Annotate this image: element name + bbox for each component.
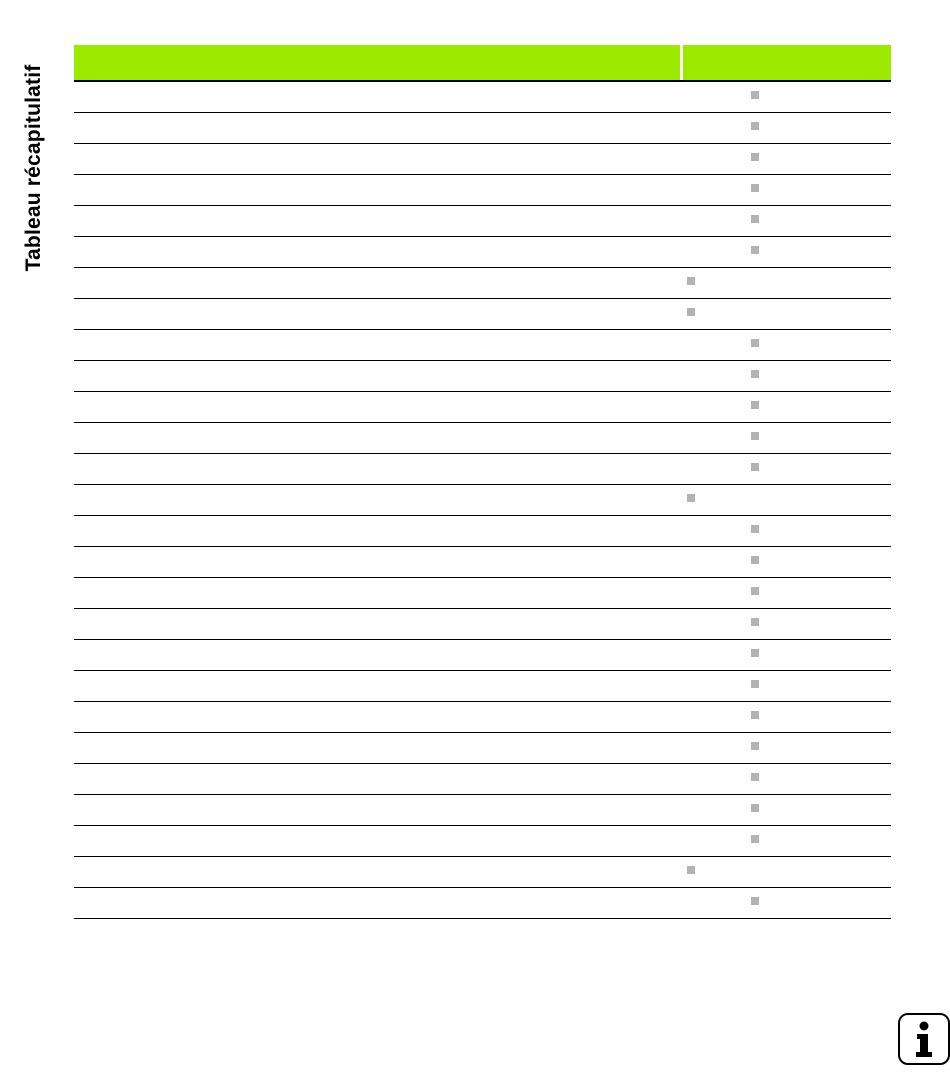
table-row [74, 392, 891, 423]
row-marker-square [751, 91, 759, 99]
table-row [74, 764, 891, 795]
table-row [74, 702, 891, 733]
row-marker-square [751, 773, 759, 781]
table-row [74, 857, 891, 888]
row-marker-square [751, 215, 759, 223]
table-row [74, 299, 891, 330]
table-row [74, 671, 891, 702]
table-row [74, 175, 891, 206]
table-row [74, 733, 891, 764]
info-icon [900, 1015, 948, 1063]
table-row [74, 640, 891, 671]
row-marker-square [751, 618, 759, 626]
row-marker-square [751, 649, 759, 657]
table-row [74, 454, 891, 485]
table-body [74, 82, 891, 919]
row-marker-square [751, 246, 759, 254]
table-header-cell-main [74, 45, 680, 80]
table-row [74, 547, 891, 578]
table-row [74, 423, 891, 454]
row-marker-square [751, 587, 759, 595]
row-marker-square [751, 463, 759, 471]
row-marker-square [751, 339, 759, 347]
table-row [74, 516, 891, 547]
table-row [74, 485, 891, 516]
row-marker-square [751, 711, 759, 719]
row-marker-square [751, 401, 759, 409]
page-title: Tableau récapitulatif [22, 64, 45, 272]
row-marker-square [687, 308, 695, 316]
row-marker-square [751, 525, 759, 533]
row-marker-square [751, 153, 759, 161]
table-header-row [74, 45, 891, 82]
table-header-cell-flag [680, 45, 891, 80]
row-marker-square [751, 804, 759, 812]
row-marker-square [751, 680, 759, 688]
row-marker-square [687, 277, 695, 285]
table-row [74, 826, 891, 857]
info-button[interactable] [898, 1013, 950, 1065]
table-row [74, 268, 891, 299]
table-row [74, 609, 891, 640]
row-marker-square [687, 494, 695, 502]
row-marker-square [687, 866, 695, 874]
table-row [74, 888, 891, 919]
table-row [74, 82, 891, 113]
row-marker-square [751, 556, 759, 564]
table-row [74, 113, 891, 144]
table-row [74, 330, 891, 361]
row-marker-square [751, 184, 759, 192]
row-marker-square [751, 432, 759, 440]
row-marker-square [751, 122, 759, 130]
table-row [74, 795, 891, 826]
table-row [74, 144, 891, 175]
row-marker-square [751, 897, 759, 905]
row-marker-square [751, 742, 759, 750]
summary-table [74, 45, 891, 919]
table-row [74, 578, 891, 609]
row-marker-square [751, 370, 759, 378]
row-marker-square [751, 835, 759, 843]
table-row [74, 237, 891, 268]
table-row [74, 206, 891, 237]
table-row [74, 361, 891, 392]
